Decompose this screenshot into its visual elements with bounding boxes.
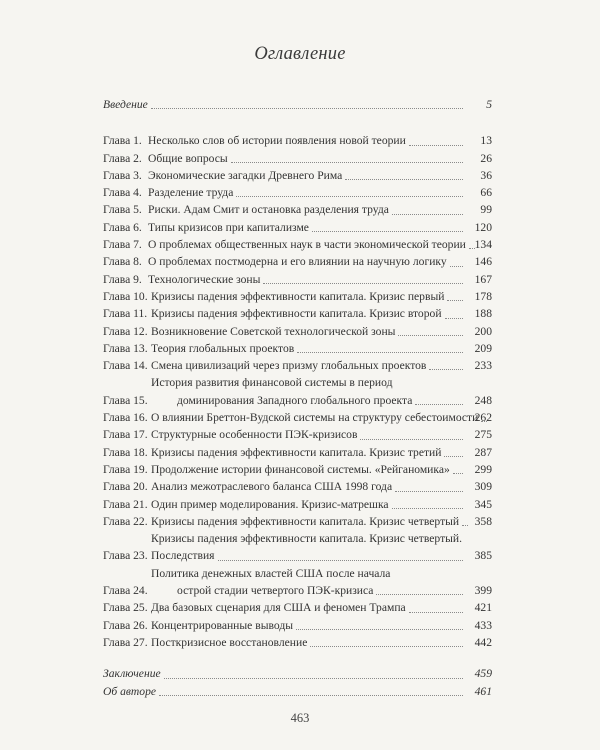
chapter-title: Два базовых сценария для США и феномен Трампа xyxy=(151,601,406,615)
chapter-number: Глава 11. xyxy=(103,307,148,321)
chapter-number: Глава 14. xyxy=(103,359,148,373)
leader-dots xyxy=(392,214,463,215)
chapter-title: Кризисы падения эффективности капитала. Кризис четвертый xyxy=(151,514,460,528)
chapter-title: Один пример моделирования. Кризис-матрешка xyxy=(151,497,389,511)
chapter-title: Кризисы падения эффективности капитала. Кризис первый xyxy=(151,289,445,303)
toc-entry-chapter-10[interactable] xyxy=(103,288,492,305)
toc-entry-chapter-27[interactable] xyxy=(103,634,492,651)
chapter-number: Глава 7. xyxy=(103,238,142,252)
chapter-number: Глава 15. xyxy=(103,393,148,407)
chapter-number: Глава 21. xyxy=(103,497,148,511)
toc-page-number: 167 xyxy=(474,272,492,286)
leader-dots xyxy=(159,695,463,696)
leader-dots xyxy=(447,300,463,301)
chapter-number: Глава 8. xyxy=(103,255,142,269)
toc-page-number: 275 xyxy=(474,428,492,442)
chapter-title: О проблемах постмодерна и его влиянии на научную логику xyxy=(148,255,447,269)
leader-dots xyxy=(392,508,463,509)
chapter-title-continued: острой стадии четвертого ПЭК-кризиса xyxy=(177,584,374,598)
toc-entry-conclusion[interactable] xyxy=(103,665,492,682)
toc-entry-chapter-21[interactable] xyxy=(103,496,492,513)
toc-page-number: 146 xyxy=(474,255,492,269)
leader-dots xyxy=(415,404,463,405)
toc-entry-title: Заключение xyxy=(103,667,161,681)
toc-page-number: 178 xyxy=(474,289,492,303)
leader-dots xyxy=(445,318,463,319)
toc-entry-chapter-22[interactable] xyxy=(103,513,492,530)
toc-page-number: 66 xyxy=(480,186,492,200)
toc-entry-chapter-16[interactable] xyxy=(103,409,492,426)
toc-entry-chapter-8[interactable] xyxy=(103,253,492,270)
chapter-title: О влиянии Бреттон-Вудской системы на структуру себестоимости xyxy=(151,411,479,425)
leader-dots xyxy=(236,196,463,197)
chapter-title: Продолжение истории финансовой системы. «Рейганомика» xyxy=(151,462,450,476)
toc-page-number: 233 xyxy=(474,359,492,373)
chapter-title: Типы кризисов при капитализме xyxy=(148,220,309,234)
chapter-title: Анализ межотраслевого баланса США 1998 года xyxy=(151,480,393,494)
toc-page-number: 120 xyxy=(474,220,492,234)
chapter-number: Глава 18. xyxy=(103,445,148,459)
chapter-number: Глава 17. xyxy=(103,428,148,442)
toc-entry-chapter-23[interactable] xyxy=(103,530,492,565)
chapter-title: Разделение труда xyxy=(148,186,234,200)
toc-entry-about-author[interactable] xyxy=(103,683,492,700)
leader-dots xyxy=(444,456,463,457)
leader-dots xyxy=(296,629,463,630)
toc-page-number: 461 xyxy=(474,684,492,698)
toc-entry-chapter-13[interactable] xyxy=(103,340,492,357)
leader-dots xyxy=(312,231,463,232)
chapter-number: Глава 13. xyxy=(103,341,148,355)
toc-entry-chapter-25[interactable] xyxy=(103,599,492,616)
toc-entry-chapter-20[interactable] xyxy=(103,478,492,495)
toc-page-number: 433 xyxy=(474,618,492,632)
toc-page-number: 262 xyxy=(474,411,492,425)
leader-dots xyxy=(429,369,463,370)
toc-entry-title: Введение xyxy=(103,98,148,111)
toc-entry-chapter-7[interactable] xyxy=(103,236,492,253)
toc-page-number: 188 xyxy=(474,307,492,321)
leader-dots xyxy=(263,283,463,284)
leader-dots xyxy=(231,162,463,163)
leader-dots xyxy=(151,108,463,109)
chapter-number: Глава 24. xyxy=(103,584,148,598)
chapter-title-continued: Последствия xyxy=(151,549,215,563)
leader-dots xyxy=(395,491,463,492)
chapter-title: Кризисы падения эффективности капитала. Кризис третий xyxy=(151,445,442,459)
chapter-title: Структурные особенности ПЭК-кризисов xyxy=(151,428,358,442)
toc-entry-chapter-1[interactable] xyxy=(103,132,492,149)
toc-entry-chapter-9[interactable] xyxy=(103,271,492,288)
leader-dots xyxy=(453,473,463,474)
leader-dots xyxy=(376,594,463,595)
leader-dots xyxy=(164,678,463,679)
toc-entry-chapter-4[interactable] xyxy=(103,184,492,201)
leader-dots xyxy=(360,439,463,440)
chapter-title: Кризисы падения эффективности капитала. Кризис второй xyxy=(151,307,442,321)
chapter-title: Экономические загадки Древнего Рима xyxy=(148,168,343,182)
chapter-title: Технологические зоны xyxy=(148,272,261,286)
chapter-number: Глава 2. xyxy=(103,151,142,165)
toc-entry-chapter-19[interactable] xyxy=(103,461,492,478)
toc-page-number: 345 xyxy=(474,497,492,511)
toc-page-number: 421 xyxy=(474,601,492,615)
chapter-number: Глава 10. xyxy=(103,289,148,303)
toc-page-number: 99 xyxy=(480,203,492,217)
leader-dots xyxy=(409,612,463,613)
chapter-title: О проблемах общественных наук в части экономической теории xyxy=(148,238,466,252)
toc-page-number: 385 xyxy=(474,549,492,563)
chapter-number: Глава 27. xyxy=(103,635,148,649)
chapter-title: Концентрированные выводы xyxy=(151,618,294,632)
toc-page-number: 287 xyxy=(474,445,492,459)
toc-page-number: 36 xyxy=(480,168,492,182)
leader-dots xyxy=(450,266,463,267)
chapter-number: Глава 6. xyxy=(103,220,142,234)
toc-page-number: 459 xyxy=(474,667,492,681)
toc-page-number: 209 xyxy=(474,341,492,355)
toc-entry-chapter-2[interactable] xyxy=(103,150,492,167)
chapter-title: Кризисы падения эффективности капитала. Кризис четвертый. xyxy=(151,532,463,546)
toc-entry-chapter-26[interactable] xyxy=(103,617,492,634)
page-title: Оглавление xyxy=(254,44,346,64)
toc-entry-chapter-6[interactable] xyxy=(103,219,492,236)
chapter-number: Глава 1. xyxy=(103,134,142,148)
chapter-number: Глава 19. xyxy=(103,462,148,476)
chapter-number: Глава 20. xyxy=(103,480,148,494)
toc-page-number: 134 xyxy=(474,238,492,252)
leader-dots xyxy=(398,335,463,336)
toc-page-number: 442 xyxy=(474,635,492,649)
chapter-title-continued: доминирования Западного глобального проекта xyxy=(177,393,413,407)
chapter-list xyxy=(103,132,492,651)
chapter-title: Политика денежных властей США после начала xyxy=(151,566,391,580)
leader-dots xyxy=(297,352,463,353)
toc-entry-chapter-15[interactable] xyxy=(103,374,492,409)
toc-entry-chapter-17[interactable] xyxy=(103,426,492,443)
chapter-number: Глава 4. xyxy=(103,186,142,200)
page-number: 463 xyxy=(290,711,310,725)
chapter-title: История развития финансовой системы в период xyxy=(151,376,393,390)
chapter-number: Глава 26. xyxy=(103,618,148,632)
toc-page-number: 299 xyxy=(474,462,492,476)
chapter-title: Несколько слов об истории появления новой теории xyxy=(148,134,406,148)
leader-dots xyxy=(345,179,463,180)
leader-dots xyxy=(409,145,463,146)
chapter-number: Глава 16. xyxy=(103,411,148,425)
toc-page-number: 5 xyxy=(486,98,492,111)
toc-entry-title: Об авторе xyxy=(103,684,157,698)
chapter-title: Возникновение Советской технологической зоны xyxy=(151,324,396,338)
toc-page-number: 26 xyxy=(480,151,492,165)
toc-entry-intro[interactable] xyxy=(103,96,492,113)
toc-entry-chapter-3[interactable] xyxy=(103,167,492,184)
toc-page-number: 358 xyxy=(474,514,492,528)
toc-page-number: 200 xyxy=(474,324,492,338)
toc-page-number: 13 xyxy=(480,134,492,148)
chapter-title: Теория глобальных проектов xyxy=(151,341,295,355)
chapter-number: Глава 12. xyxy=(103,324,148,338)
table-of-contents xyxy=(103,96,492,700)
toc-entry-chapter-14[interactable] xyxy=(103,357,492,374)
toc-entry-chapter-24[interactable] xyxy=(103,565,492,600)
toc-page-number: 309 xyxy=(474,480,492,494)
toc-entry-chapter-12[interactable] xyxy=(103,323,492,340)
toc-page-number: 399 xyxy=(474,584,492,598)
toc-page-number: 248 xyxy=(474,393,492,407)
chapter-number: Глава 5. xyxy=(103,203,142,217)
toc-entry-chapter-5[interactable] xyxy=(103,201,492,218)
leader-dots xyxy=(218,560,463,561)
chapter-number: Глава 25. xyxy=(103,601,148,615)
chapter-title: Общие вопросы xyxy=(148,151,228,165)
chapter-title: Смена цивилизаций через призму глобальных проектов xyxy=(151,359,427,373)
chapter-number: Глава 23. xyxy=(103,549,148,563)
leader-dots xyxy=(310,646,463,647)
chapter-title: Посткризисное восстановление xyxy=(151,635,308,649)
toc-entry-chapter-18[interactable] xyxy=(103,444,492,461)
chapter-number: Глава 9. xyxy=(103,272,142,286)
chapter-number: Глава 22. xyxy=(103,514,148,528)
toc-entry-chapter-11[interactable] xyxy=(103,305,492,322)
chapter-title: Риски. Адам Смит и остановка разделения труда xyxy=(148,203,389,217)
chapter-number: Глава 3. xyxy=(103,168,142,182)
